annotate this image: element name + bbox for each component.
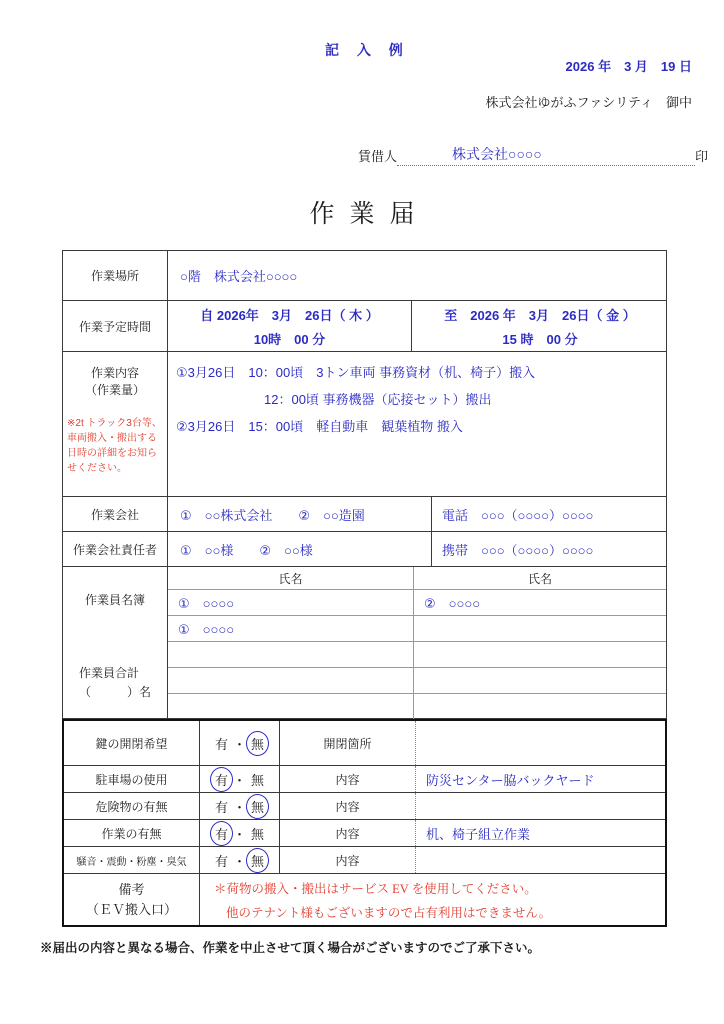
manager-label: 作業会社責任者	[63, 532, 168, 566]
yes-option: 有	[214, 736, 228, 752]
roster-title: 作業員名簿	[84, 593, 145, 607]
roster-total-line2: （ ）名	[78, 685, 151, 699]
row-roster	[63, 566, 666, 718]
work-content-label-line2: （作業量）	[84, 383, 145, 397]
roster-cell	[413, 615, 666, 641]
work-presence-field-label: 内容	[279, 820, 415, 846]
parking-options	[199, 766, 279, 792]
schedule-label: 作業予定時間	[63, 301, 168, 351]
parking-field-label: 内容	[279, 766, 415, 792]
remarks-label	[64, 874, 199, 925]
no-option: 無	[246, 794, 269, 819]
roster-cell	[413, 667, 666, 693]
row-key-open	[64, 721, 665, 765]
parking-label: 駐車場の使用	[95, 772, 168, 787]
yes-option: 有	[214, 799, 228, 815]
manager-mobile: 携帯 ○○○（○○○○）○○○○	[431, 532, 668, 566]
schedule-to	[411, 301, 668, 351]
work-presence-options	[199, 820, 279, 846]
no-option: 無	[250, 826, 264, 842]
row-location	[63, 251, 666, 300]
yes-option: 有	[210, 767, 233, 792]
row-noise	[64, 846, 665, 873]
remarks-line2: 他のテナント様もございますので占有利用はできません。	[226, 905, 552, 920]
work-presence-value: 机、椅子組立作業	[415, 820, 665, 846]
no-option: 無	[246, 731, 269, 756]
roster-cell	[413, 693, 666, 719]
remarks-label-line1: 備考	[118, 881, 145, 897]
lessee-value: 株式会社○○○○	[452, 146, 542, 162]
roster-cell	[168, 667, 413, 693]
roster-cell: ② ○○○○	[413, 589, 666, 615]
noise-label: 騒音・震動・粉塵・臭気	[76, 856, 187, 868]
noise-options	[199, 847, 279, 873]
lessee-row	[358, 144, 708, 166]
work-content-label	[63, 352, 168, 496]
hazardous-field-label: 内容	[279, 793, 415, 819]
noise-value	[415, 847, 665, 873]
lessee-signature-line	[397, 144, 695, 166]
work-content-line1: ①3月26日 10：00頃 3トン車両 事務資材（机、椅子）搬入	[176, 365, 536, 380]
schedule-from-date: 自 2026年 3月 26日（ 木 ）	[200, 307, 379, 323]
roster-cell: ① ○○○○	[168, 615, 413, 641]
row-hazardous	[64, 792, 665, 819]
work-content-value	[168, 352, 666, 496]
key-open-field-label: 開閉箇所	[279, 721, 415, 765]
company-phone: 電話 ○○○（○○○○）○○○○	[431, 497, 668, 531]
no-option: 無	[250, 772, 264, 788]
lessee-label: 賃借人	[358, 149, 398, 164]
key-open-label: 鍵の開閉希望	[95, 736, 168, 751]
form-title: 作業届	[309, 201, 430, 228]
date: 2026 年 3 月 19 日	[565, 59, 692, 74]
sample-label: 記 入 例	[325, 42, 410, 58]
yes-option: 有	[214, 853, 228, 869]
option-separator: ・	[232, 826, 246, 842]
work-presence-label: 作業の有無	[101, 826, 162, 841]
schedule-from-time: 10時 00 分	[253, 331, 326, 347]
roster-cell: ① ○○○○	[168, 589, 413, 615]
location-value: ○階 株式会社○○○○	[180, 269, 298, 284]
remarks-text	[199, 874, 665, 925]
row-schedule	[63, 300, 666, 351]
remarks-label-line2: （ＥＶ搬入口）	[85, 901, 177, 917]
roster-col-header-1: 氏名	[278, 571, 303, 586]
roster-grid	[168, 567, 666, 718]
hazardous-options	[199, 793, 279, 819]
work-content-line2: 12：00頃 事務機器（応接セット）搬出	[264, 392, 492, 407]
yes-option: 有	[210, 821, 233, 846]
roster-col-header-2: 氏名	[413, 567, 666, 589]
footer-note: ※届出の内容と異なる場合、作業を中止させて頂く場合がございますのでご了承下さい。	[40, 941, 541, 955]
key-open-options	[199, 721, 279, 765]
roster-label	[63, 567, 168, 718]
row-work-content	[63, 351, 666, 496]
work-content-note: ※2t トラック3台等、車両搬入・搬出する日時の詳細をお知らせください。	[67, 418, 162, 474]
row-remarks	[64, 873, 665, 925]
conditions-table	[62, 719, 667, 927]
location-label: 作業場所	[63, 251, 168, 300]
option-separator: ・	[232, 799, 246, 815]
manager-value: ① ○○様 ② ○○様	[180, 542, 313, 558]
row-company	[63, 496, 666, 531]
key-open-value	[415, 721, 665, 765]
schedule-to-time: 15 時 00 分	[502, 331, 578, 347]
addressee: 株式会社ゆがふファシリティ 御中	[485, 95, 692, 110]
work-content-line3: ②3月26日 15：00頃 軽自動車 観葉植物 搬入	[176, 419, 463, 434]
roster-cell	[413, 641, 666, 667]
hazardous-label: 危険物の有無	[95, 799, 168, 814]
noise-field-label: 内容	[279, 847, 415, 873]
hazardous-value	[415, 793, 665, 819]
main-table	[62, 250, 667, 719]
option-separator: ・	[232, 736, 246, 752]
option-separator: ・	[232, 853, 246, 869]
remarks-line1: ＊荷物の搬入・搬出はサービス EV を使用してください。	[214, 881, 537, 896]
roster-total	[79, 664, 151, 702]
schedule-to-date: 至 2026 年 3月 26日（ 金 ）	[444, 307, 636, 323]
row-parking	[64, 765, 665, 792]
row-work-presence	[64, 819, 665, 846]
option-separator: ・	[232, 772, 246, 788]
work-content-label-line1: 作業内容	[90, 366, 139, 380]
schedule-from	[168, 301, 411, 351]
roster-cell	[168, 641, 413, 667]
no-option: 無	[246, 848, 269, 873]
company-label: 作業会社	[63, 497, 168, 531]
roster-cell	[168, 693, 413, 719]
seal-label: 印	[694, 149, 708, 164]
row-manager	[63, 531, 666, 566]
roster-total-line1: 作業員合計	[78, 666, 139, 680]
parking-value: 防災センター脇バックヤード	[415, 766, 665, 792]
company-value: ① ○○株式会社 ② ○○造園	[180, 507, 365, 523]
